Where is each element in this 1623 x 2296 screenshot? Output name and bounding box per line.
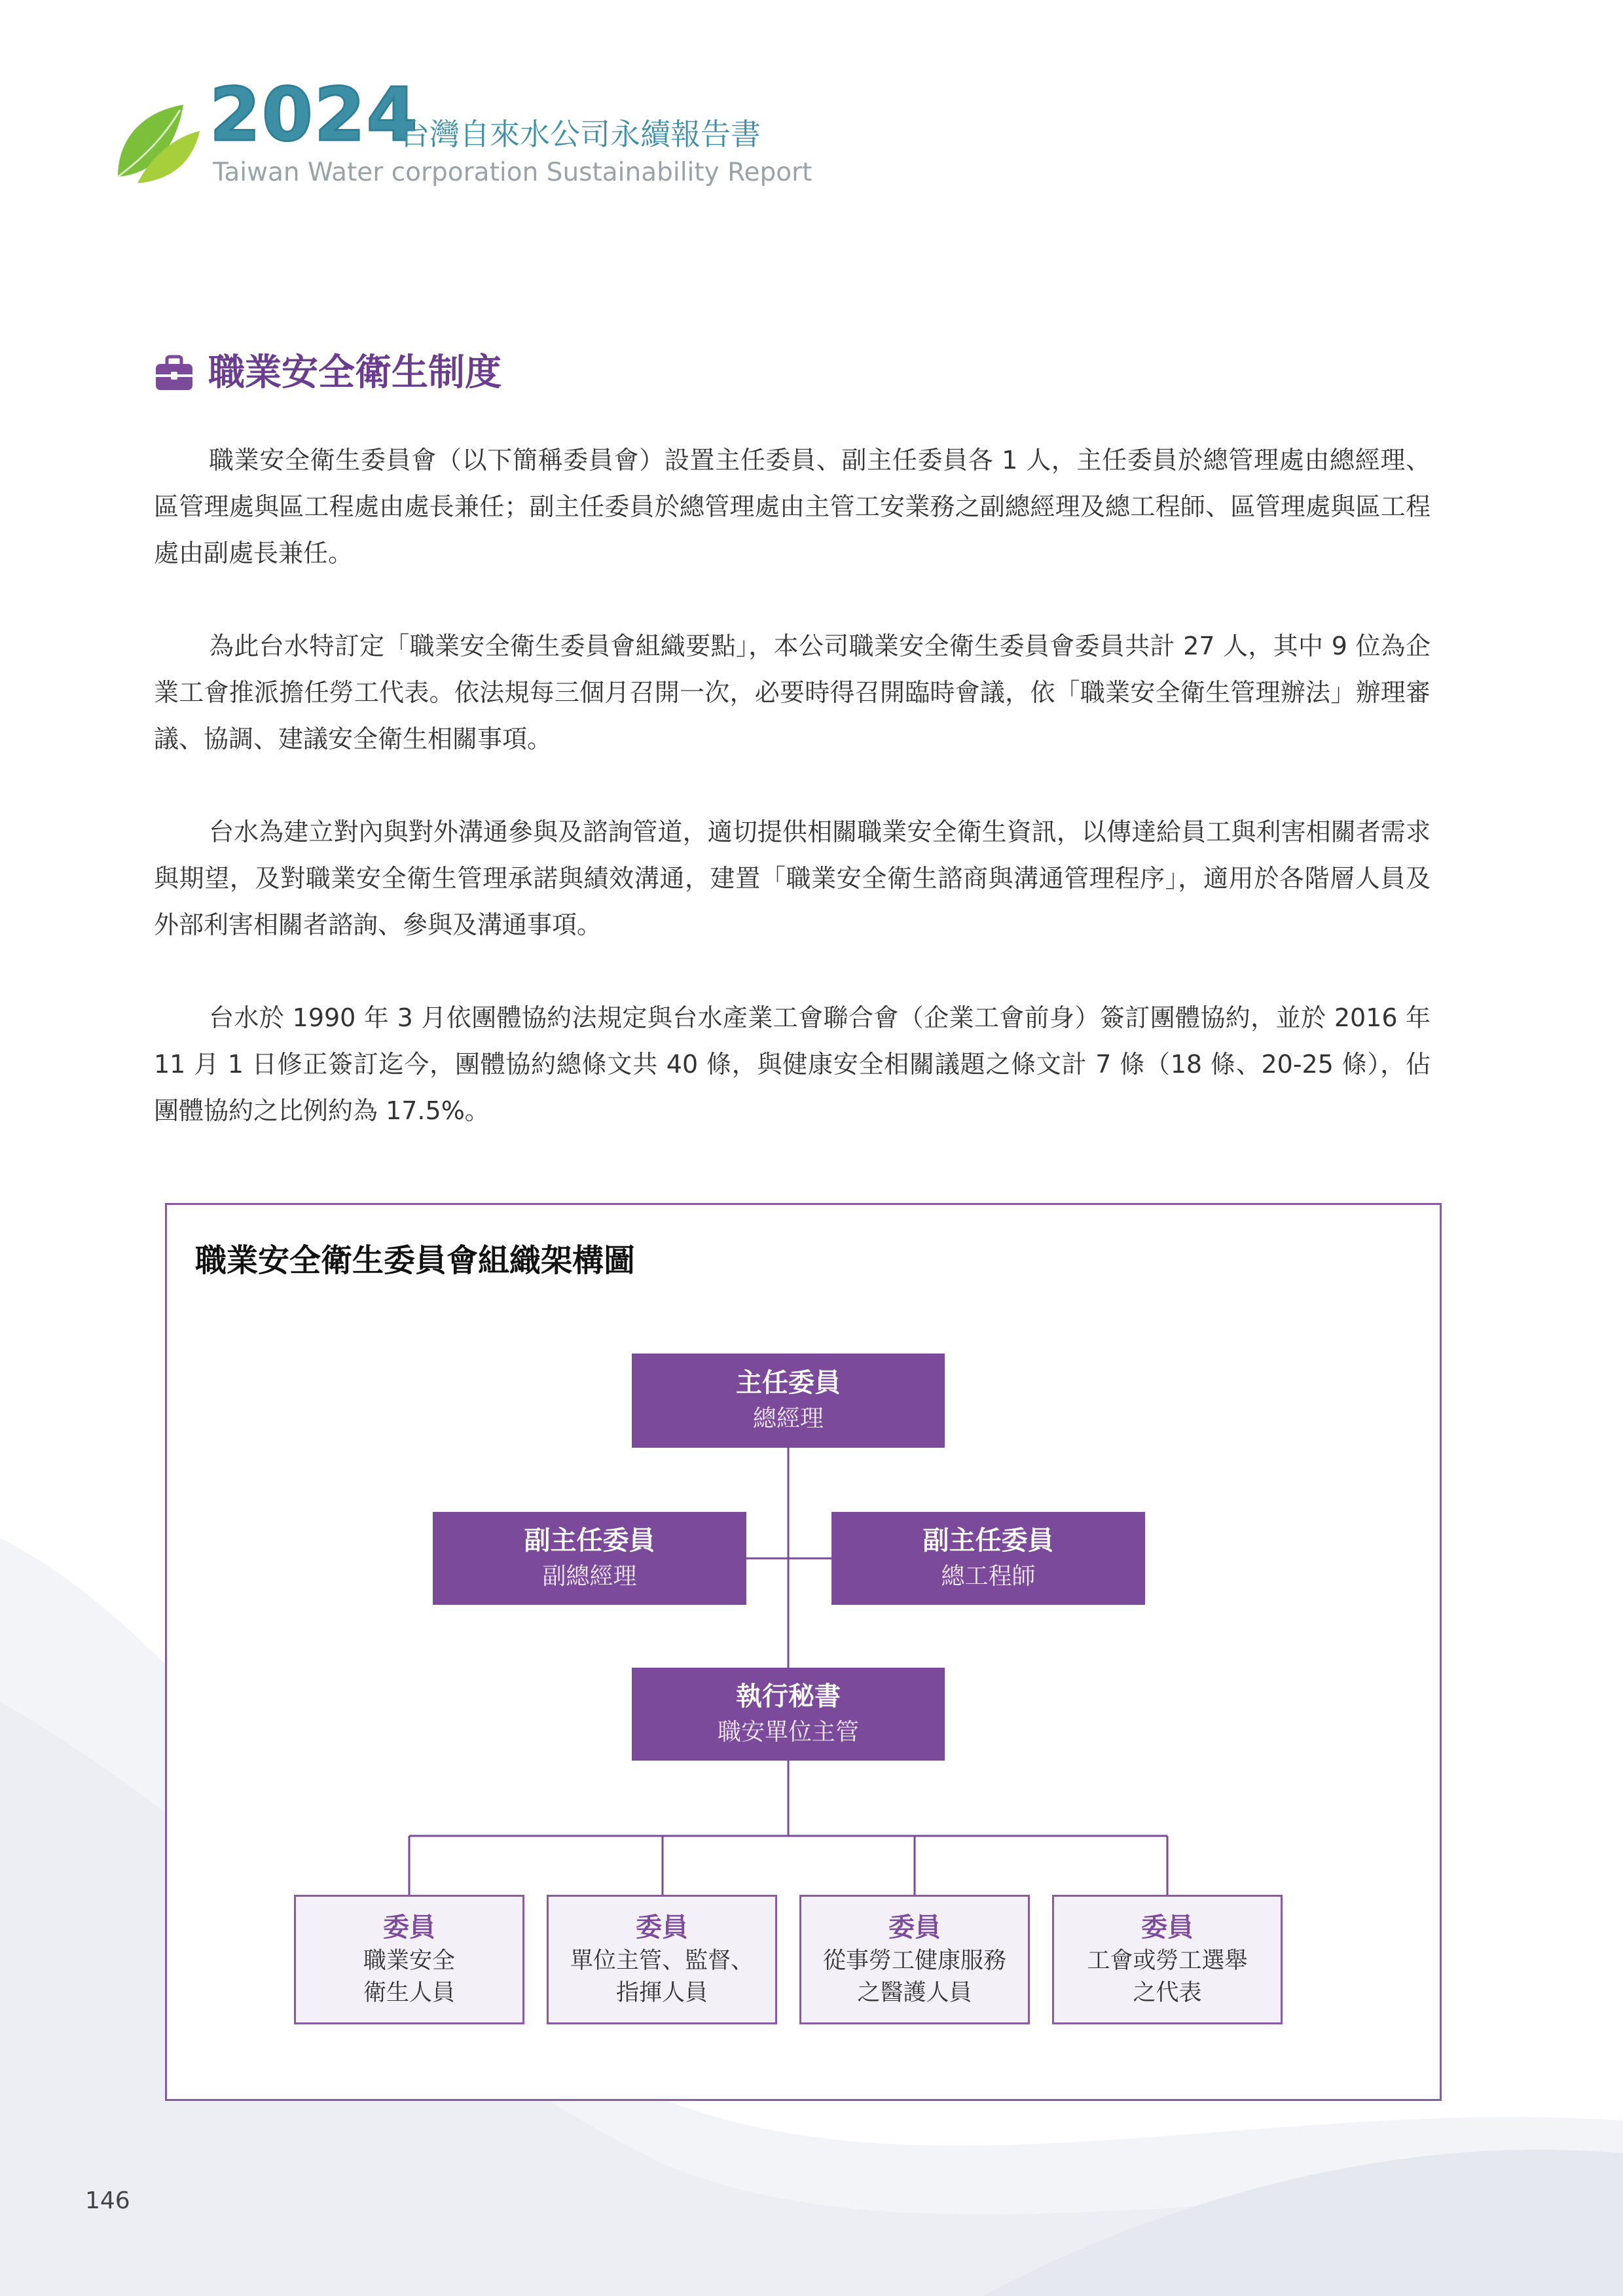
org-holder: 副總經理 <box>542 1563 637 1590</box>
report-year: 2024 <box>210 73 419 158</box>
org-box-member <box>547 1895 777 2024</box>
org-role: 主任委員 <box>736 1368 841 1398</box>
org-box-member <box>799 1895 1030 2024</box>
org-box-secretary <box>632 1668 945 1761</box>
paragraph: 台水為建立對內與對外溝通參與及諮詢管道，適切提供相關職業安全衛生資訊，以傳達給員工與利害相關者需求與期望，及對職業安全衛生管理承諾與績效溝通，建置「職業安全衛生諮商與溝通管理程序」，適用於各階層人員及外部利害相關者諮詢、參與及溝通事項。 <box>154 817 1431 939</box>
org-member-desc: 之代表 <box>1133 1980 1202 2006</box>
org-box-vice-chair-left <box>433 1512 746 1605</box>
org-role: 委員 <box>888 1912 941 1943</box>
org-member-desc: 從事勞工健康服務 <box>822 1948 1006 1974</box>
org-holder: 總工程師 <box>941 1563 1036 1590</box>
org-holder: 總經理 <box>752 1405 824 1432</box>
org-role: 委員 <box>636 1912 688 1943</box>
org-role: 副主任委員 <box>524 1526 655 1556</box>
org-role: 執行秘書 <box>736 1681 841 1712</box>
section-title: 職業安全衛生制度 <box>208 351 501 394</box>
paragraph: 職業安全衛生委員會（以下簡稱委員會）設置主任委員、副主任委員各 1 人，主任委員於總管理處由總經理、區管理處與區工程處由處長兼任；副主任委員於總管理處由主管工安業務之副總經理及總工程師、區管理處與區工程處由副處長兼任。 <box>154 446 1431 567</box>
paragraph: 為此台水特訂定「職業安全衛生委員會組織要點」，本公司職業安全衛生委員會委員共計 27 人，其中 9 位為企業工會推派擔任勞工代表。依法規每三個月召開一次，必要時得召開臨時會議，依「職業安全衛生管理辦法」辦理審議、協調、建議安全衛生相關事項。 <box>154 632 1431 753</box>
paragraph: 台水於 1990 年 3 月依團體協約法規定與台水產業工會聯合會（企業工會前身）簽訂團體協約，並於 2016 年 11 月 1 日修正簽訂迄今，團體協約總條文共 40 條，與健康安全相關議題之條文計 7 條（18 條、20-25 條），佔團體協約之比例約為 17.5%。 <box>154 1003 1431 1125</box>
org-box-chair <box>632 1354 945 1448</box>
report-title: 台灣自來水公司永續報告書 <box>399 117 761 152</box>
org-member-desc: 之醫護人員 <box>857 1980 972 2006</box>
org-role: 委員 <box>383 1912 435 1943</box>
org-holder: 職安單位主管 <box>717 1719 859 1746</box>
org-box-vice-chair-right <box>831 1512 1145 1605</box>
org-member-desc: 單位主管、監督、 <box>570 1948 754 1974</box>
org-member-desc: 職業安全 <box>363 1948 455 1974</box>
org-member-desc: 指揮人員 <box>615 1980 708 2006</box>
org-member-desc: 衛生人員 <box>363 1980 455 2006</box>
org-role: 委員 <box>1141 1912 1194 1943</box>
page-number: 146 <box>85 2187 130 2214</box>
org-member-desc: 工會或勞工選舉 <box>1087 1948 1248 1974</box>
org-role: 副主任委員 <box>922 1526 1054 1556</box>
org-chart-title: 職業安全衛生委員會組織架構圖 <box>195 1242 636 1279</box>
org-box-member <box>294 1895 524 2024</box>
org-box-member <box>1052 1895 1283 2024</box>
report-subtitle: Taiwan Water corporation Sustainability Report <box>213 158 812 187</box>
